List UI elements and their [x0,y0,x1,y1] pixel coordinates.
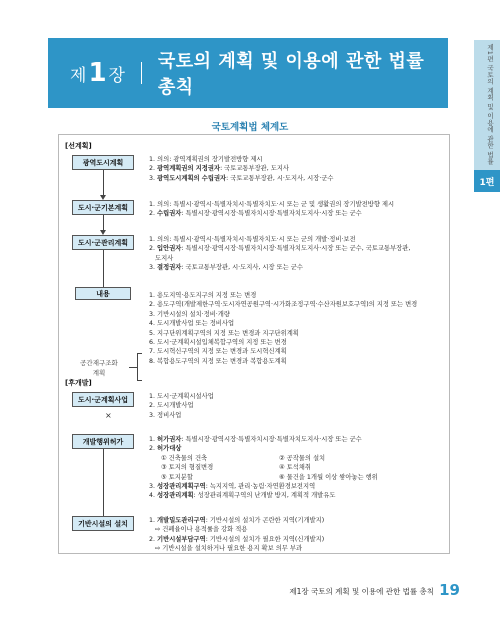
list-item: 1. 도시·군계획시설사업 [149,393,214,400]
target-item: ① 건축물의 건축 [161,455,208,462]
connector-line [103,250,104,287]
box-urban-project: 도시·군계획사업 [72,392,134,407]
side-tab-badge: 1편 [474,170,500,192]
target-item: ③ 토지의 형질변경 [161,464,214,472]
list-item: 2. 수립권자: 특별시장·광역시장·특별자치시장·특별자치도지사·시장 또는 군수 [149,210,362,218]
target-item: ④ 토석채취 [279,464,311,472]
list-item: ⇨ 건폐율이나 용적률을 강화 적용 [155,526,248,534]
target-item: ② 공작물의 설치 [279,455,326,462]
section-label-planning: [선계획] [65,142,92,150]
list-item: ⇨ 기반시설을 설치하거나 필요한 용지 확보 의무 부과 [155,545,303,553]
chapter-title: 국토의 계획 및 이용에 관한 법률 총칙 [157,51,425,98]
box-regional-plan: 광역도시계획 [72,155,134,170]
list-item: 5. 지구단위계획구역의 지정 또는 변경과 지구단위계획 [149,329,299,337]
list-item: 1. 용도지역·용도지구의 지정 또는 변경 [149,292,257,299]
target-row [161,473,378,482]
list-item: 8. 복합용도구역의 지정 또는 변경과 복합용도계획 [149,357,287,365]
list-item: 1. 의의: 광역계획권의 장기발전방향 제시 [149,156,263,163]
list-item: 1. 개발밀도관리구역: 기반시설의 설치가 곤란한 지역(기개발지) [149,517,325,524]
list-item: 3. 성장관리계획구역: 녹지지역, 관리·농림·자연환경보전지역 [149,483,316,490]
list-item: 7. 도시혁신구역의 지정 또는 변경과 도시혁신계획 [149,348,287,356]
box-infrastructure: 기반시설의 설치 [72,516,134,531]
box-basic-plan: 도시·군기본계획 [72,200,134,215]
list-item: 4. 성장관리계획: 성장관리계획구역의 난개발 방지, 계획적 개발유도 [149,492,336,500]
list-item: 도지사 [155,254,174,262]
target-item: ⑥ 물건을 1개월 이상 쌓아놓는 행위 [279,473,378,481]
list-item: 4. 도시개발사업 또는 정비사업 [149,320,235,328]
list-item: 6. 도시·군계획시설입체복합구역의 지정 또는 변경 [149,339,287,347]
permit-targets-grid [161,454,378,482]
list-basic-plan [149,200,394,219]
chapter-number: 제 1 장 [70,58,125,88]
spatial-restructuring-note: 공간재구조화 계획 [80,359,118,377]
list-item: 3. 기반시설의 설치·정비·개량 [149,310,230,318]
list-item: 2. 광역계획권의 지정권자: 국토교통부장관, 도지사 [149,165,290,173]
list-item: 2. 용도구역(개발제한구역·도시자연공원구역·시가화조정구역·수산자원보호구역)의 지정 또는 변경 [149,301,418,309]
connector-line [103,170,104,196]
list-item: 1. 의의: 특별시·광역시·특별자치시·특별자치도·시 또는 군 및 생활권의 장기발전방향 제시 [149,201,395,208]
bracket-line [129,367,137,368]
x-mark: × [105,411,112,420]
target-row [161,463,378,472]
box-contents: 내용 [75,287,131,300]
bracket [137,353,142,381]
list-contents [149,291,417,366]
connector-line [103,449,104,516]
box-development-permit: 개발행위허가 [72,434,134,449]
list-urban-project [149,392,214,420]
target-row [161,454,378,463]
footer-chapter-title: 제1장 국토의 계획 및 이용에 관한 법률 총칙 [289,587,434,596]
section-label-development: [후개발] [65,379,92,387]
list-item: 3. 결정권자: 국토교통부장관, 시·도지사, 시장 또는 군수 [149,264,303,272]
list-regional-plan [149,155,334,183]
list-growth-management [149,482,335,501]
box-management-plan: 도시·군관리계획 [72,235,134,250]
chapter-header [48,38,448,108]
list-item: 2. 도시개발사업 [149,402,194,410]
side-tab-text: 제1편 국토의 계획 및 이용에 관한 법률 [486,44,494,165]
list-management-plan [149,235,410,273]
diagram-title: 국토계획법 체계도 [211,122,289,133]
target-item: ⑤ 토지분할 [161,473,193,481]
connector-line [103,215,104,231]
list-item: 1. 허가권자: 특별시장·광역시장·특별자치시장·특별자치도지사·시장 또는 군수 [149,436,362,443]
list-item: 1. 의의: 특별시·광역시·특별자치시·특별자치도·시 또는 군의 개발·정비·보전 [149,236,356,243]
header-divider [141,62,142,84]
list-item: 3. 광역도시계획의 수립권자: 국토교통부장관, 시·도지사, 시장·군수 [149,174,334,182]
list-infrastructure [149,516,324,554]
law-system-diagram [58,134,450,554]
list-item: 2. 허가대상 [149,445,182,453]
list-item: 3. 정비사업 [149,411,182,419]
list-development-permit [149,435,362,454]
page-number: 19 [439,581,460,599]
list-item: 2. 기반시설부담구역: 기반시설의 설치가 필요한 지역(신개발지) [149,535,325,543]
list-item: 2. 입안권자: 특별시장·광역시장·특별자치시장·특별자치도지사·시장 또는 군수, 국토교통부장관, [149,245,411,253]
